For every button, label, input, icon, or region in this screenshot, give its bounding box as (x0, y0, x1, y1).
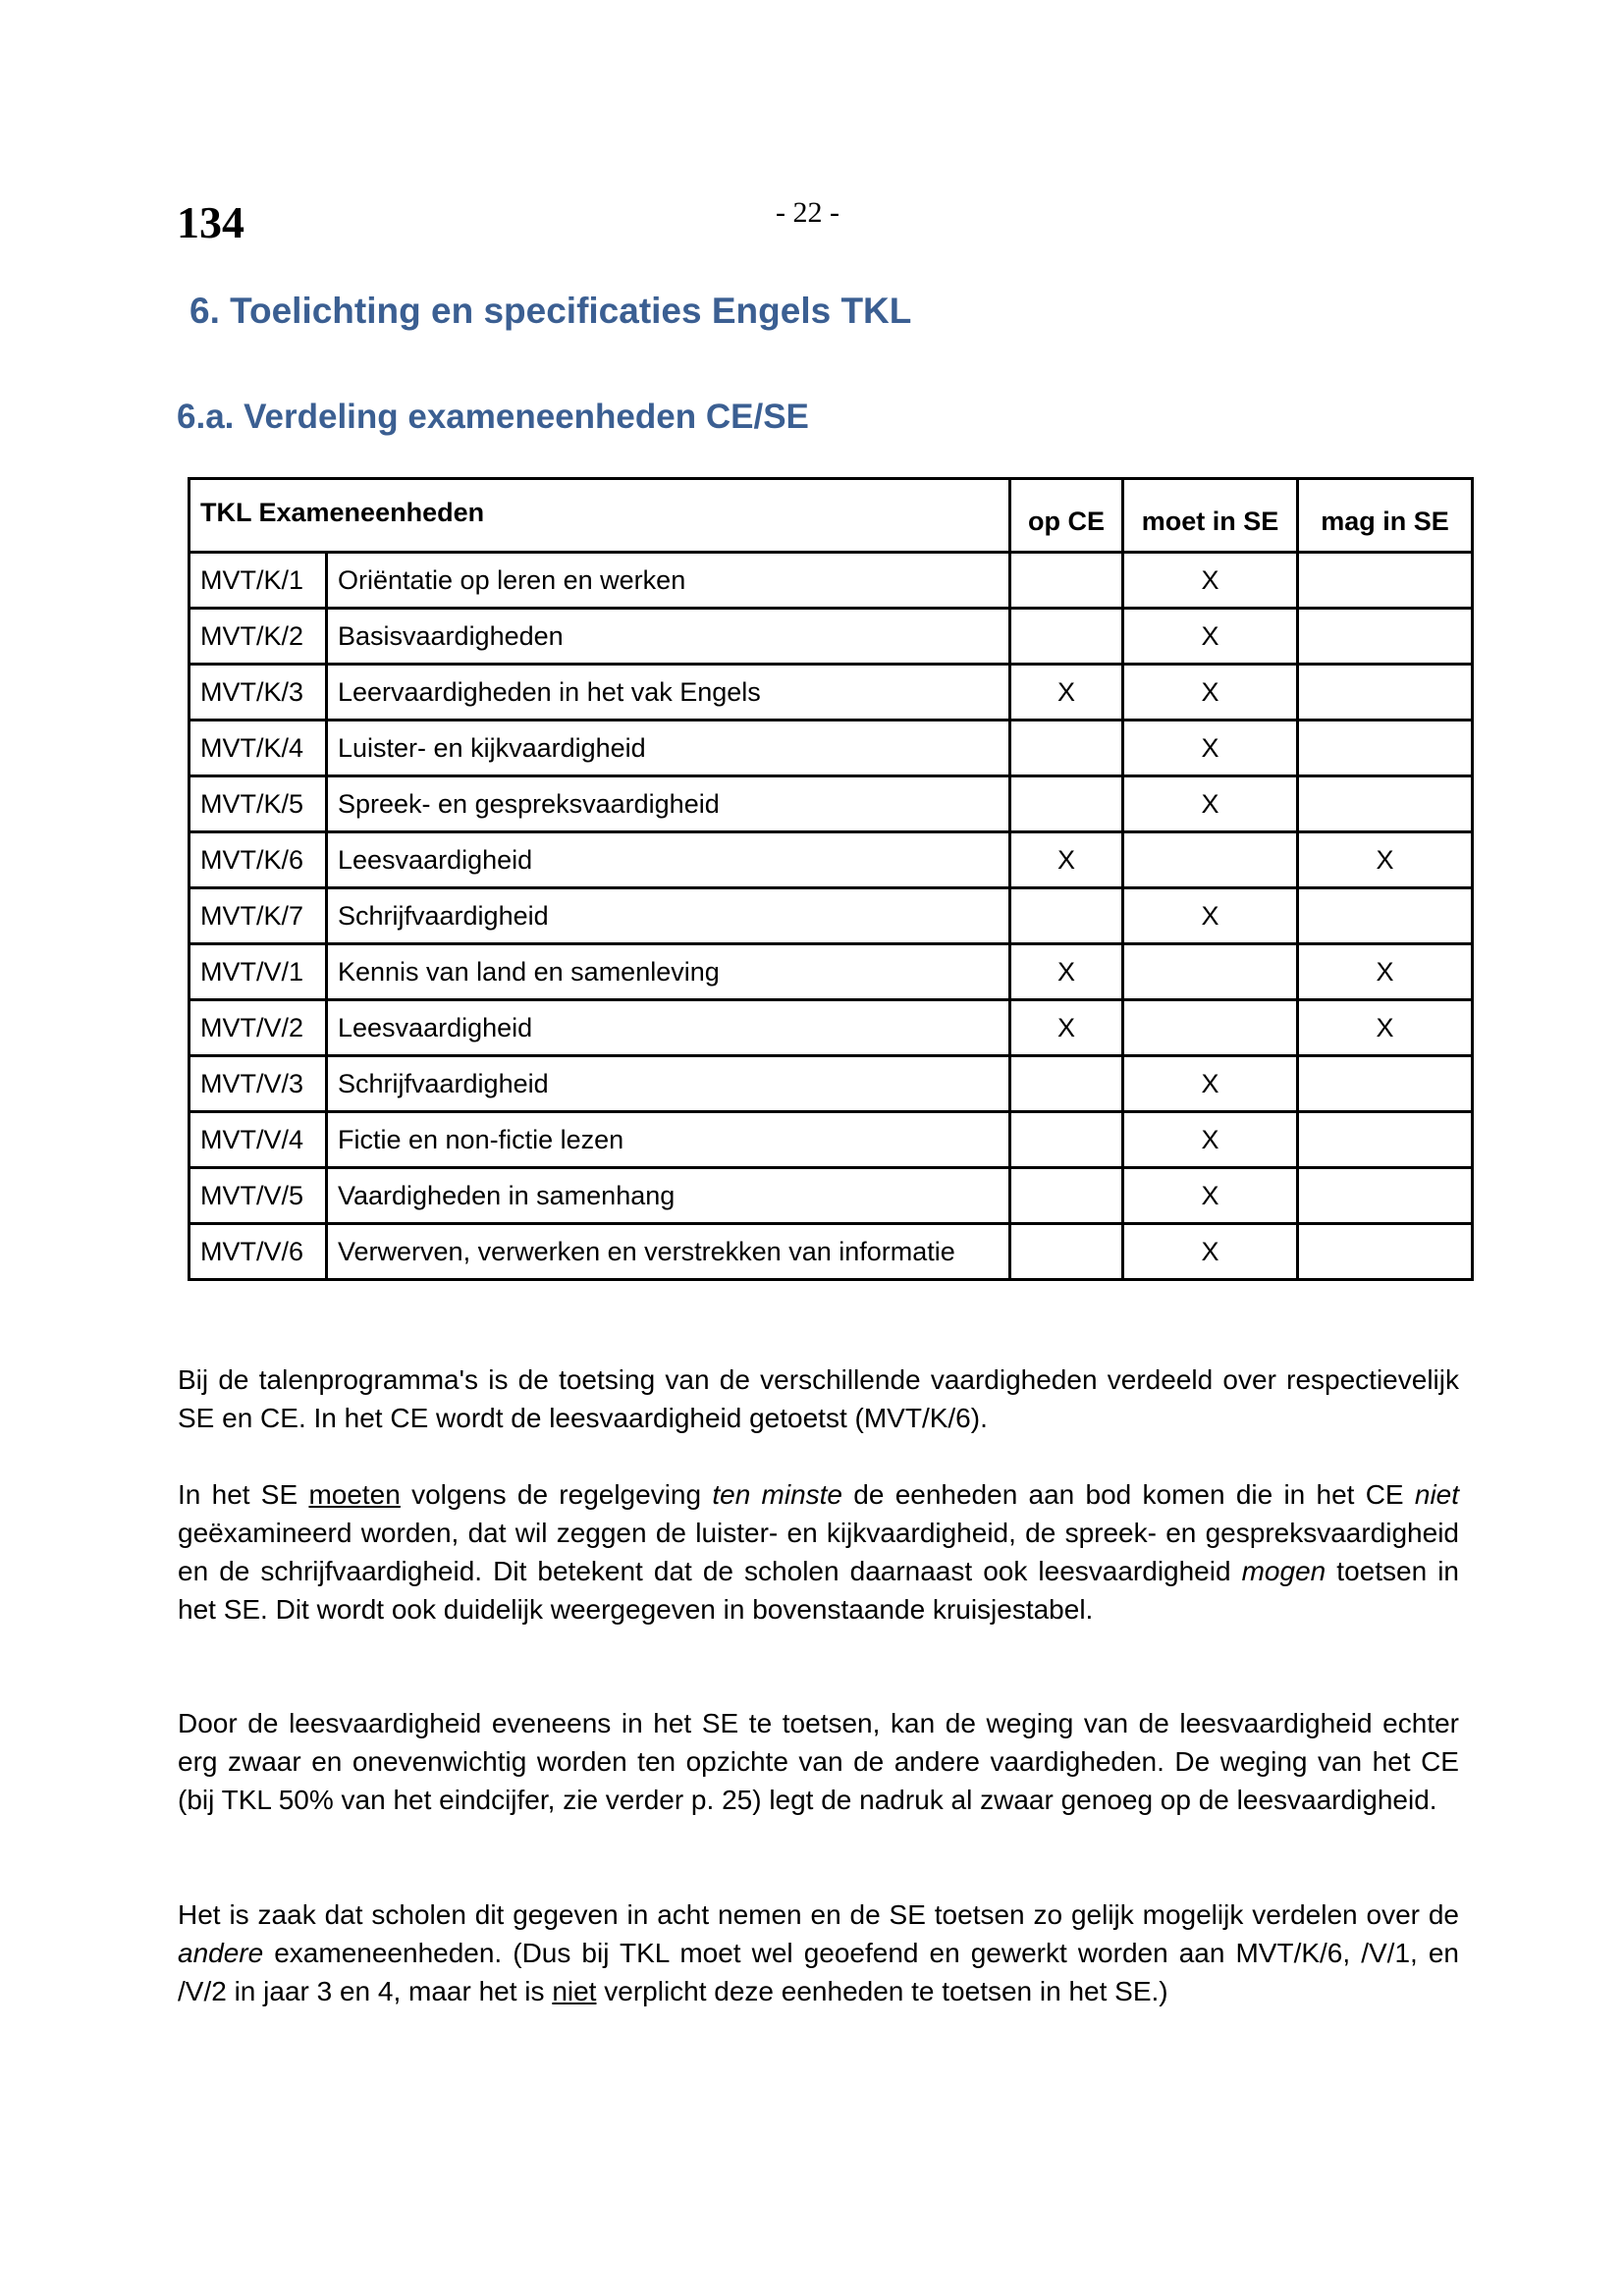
moet-in-se-mark: X (1123, 1168, 1298, 1224)
unit-name: Verwerven, verwerken en verstrekken van informatie (327, 1224, 1010, 1280)
text-run: volgens de regelgeving (400, 1479, 713, 1510)
mag-in-se-mark: X (1298, 1000, 1473, 1056)
unit-name: Fictie en non-fictie lezen (327, 1112, 1010, 1168)
mag-in-se-mark (1298, 721, 1473, 776)
moet-in-se-mark: X (1123, 1056, 1298, 1112)
unit-code: MVT/V/4 (189, 1112, 327, 1168)
mag-in-se-mark: X (1298, 944, 1473, 1000)
subsection-heading: 6.a. Verdeling exameneenheden CE/SE (177, 398, 809, 436)
header-op-ce: op CE (1010, 479, 1123, 553)
unit-name: Basisvaardigheden (327, 609, 1010, 665)
table-row (189, 665, 1473, 721)
moet-in-se-mark: X (1123, 888, 1298, 944)
unit-code: MVT/K/6 (189, 832, 327, 888)
op-ce-mark (1010, 553, 1123, 609)
table-row (189, 1224, 1473, 1280)
op-ce-mark (1010, 721, 1123, 776)
exam-units-table (188, 477, 1474, 1281)
op-ce-mark (1010, 1224, 1123, 1280)
unit-code: MVT/K/2 (189, 609, 327, 665)
paragraph-advice (178, 1896, 1459, 2010)
unit-code: MVT/K/4 (189, 721, 327, 776)
table-row (189, 609, 1473, 665)
unit-name: Kennis van land en samenleving (327, 944, 1010, 1000)
text-run: exameneenheden. (Dus bij TKL moet wel geoefend en gewerkt worden aan MVT/K/6, /V/1, en /V/2 in jaar 3 en 4, maar het is (178, 1938, 1459, 2006)
mag-in-se-mark (1298, 1112, 1473, 1168)
op-ce-mark: X (1010, 832, 1123, 888)
paragraph-testing-distribution: Bij de talenprogramma's is de toetsing van de verschillende vaardigheden verdeeld over respectievelijk SE en CE. In het CE wordt de leesvaardigheid getoetst (MVT/K/6). (178, 1364, 1459, 1433)
text-run: Het is zaak dat scholen dit gegeven in acht nemen en de SE toetsen zo gelijk mogelijk verdelen over de (178, 1899, 1459, 1930)
unit-name: Luister- en kijkvaardigheid (327, 721, 1010, 776)
op-ce-mark (1010, 1168, 1123, 1224)
unit-name: Schrijfvaardigheid (327, 1056, 1010, 1112)
op-ce-mark (1010, 776, 1123, 832)
op-ce-mark (1010, 888, 1123, 944)
moet-in-se-mark: X (1123, 721, 1298, 776)
table-row (189, 944, 1473, 1000)
unit-code: MVT/K/1 (189, 553, 327, 609)
unit-name: Leervaardigheden in het vak Engels (327, 665, 1010, 721)
text-run: de eenheden aan bod komen die in het CE (842, 1479, 1415, 1510)
text-run: toetsen in het SE. Dit wordt ook duidelijk weergegeven in bovenstaande kruisjestabel. (178, 1556, 1459, 1625)
mag-in-se-mark (1298, 888, 1473, 944)
unit-code: MVT/K/7 (189, 888, 327, 944)
table-row (189, 776, 1473, 832)
table-header-row (189, 479, 1473, 553)
table-row (189, 1056, 1473, 1112)
moet-in-se-mark: X (1123, 665, 1298, 721)
text-run: geëxamineerd worden, dat wil zeggen de luister- en kijkvaardigheid, de spreek- en gespreksvaardigheid en de schrijfvaardigheid. Dit betekent dat de scholen daarnaast ook leesvaardigheid (178, 1518, 1459, 1586)
table-row (189, 1168, 1473, 1224)
unit-name: Leesvaardigheid (327, 832, 1010, 888)
op-ce-mark: X (1010, 665, 1123, 721)
mag-in-se-mark (1298, 1224, 1473, 1280)
italic-ten-minste: ten minste (712, 1479, 843, 1510)
text-run: verplicht deze eenheden te toetsen in het SE.) (596, 1976, 1168, 2006)
section-heading: 6. Toelichting en specificaties Engels TKL (189, 291, 912, 331)
table-row (189, 553, 1473, 609)
mag-in-se-mark (1298, 553, 1473, 609)
mag-in-se-mark (1298, 1056, 1473, 1112)
document-page-number: 134 (177, 197, 244, 247)
moet-in-se-mark (1123, 944, 1298, 1000)
mag-in-se-mark (1298, 776, 1473, 832)
paragraph-weighting: Door de leesvaardigheid eveneens in het SE te toetsen, kan de weging van de leesvaardigheid echter erg zwaar en onevenwichtig worden ten opzichte van de andere vaardigheden. De weging van het CE (bij TKL 50% van het eindcijfer, zie verder p. 25) legt de nadruk al zwaar genoeg op de leesvaardigheid. (178, 1708, 1459, 1815)
unit-code: MVT/K/3 (189, 665, 327, 721)
table-row (189, 721, 1473, 776)
italic-mogen: mogen (1241, 1556, 1326, 1586)
moet-in-se-mark (1123, 832, 1298, 888)
unit-code: MVT/V/2 (189, 1000, 327, 1056)
unit-name: Spreek- en gespreksvaardigheid (327, 776, 1010, 832)
table-row (189, 888, 1473, 944)
mag-in-se-mark (1298, 665, 1473, 721)
mag-in-se-mark (1298, 609, 1473, 665)
unit-code: MVT/K/5 (189, 776, 327, 832)
header-mag-in-se: mag in SE (1298, 479, 1473, 553)
moet-in-se-mark: X (1123, 1112, 1298, 1168)
unit-code: MVT/V/1 (189, 944, 327, 1000)
unit-code: MVT/V/5 (189, 1168, 327, 1224)
table-row (189, 832, 1473, 888)
italic-andere: andere (178, 1938, 264, 1968)
text-run: In het SE (178, 1479, 309, 1510)
op-ce-mark (1010, 609, 1123, 665)
op-ce-mark: X (1010, 944, 1123, 1000)
op-ce-mark (1010, 1056, 1123, 1112)
op-ce-mark (1010, 1112, 1123, 1168)
unit-name: Leesvaardigheid (327, 1000, 1010, 1056)
unit-code: MVT/V/6 (189, 1224, 327, 1280)
moet-in-se-mark: X (1123, 609, 1298, 665)
moet-in-se-mark: X (1123, 1224, 1298, 1280)
header-moet-in-se: moet in SE (1123, 479, 1298, 553)
moet-in-se-mark: X (1123, 776, 1298, 832)
table-row (189, 1000, 1473, 1056)
page-marker: - 22 - (776, 196, 839, 229)
moet-in-se-mark: X (1123, 553, 1298, 609)
underlined-moeten: moeten (308, 1479, 401, 1510)
op-ce-mark: X (1010, 1000, 1123, 1056)
italic-niet: niet (1414, 1479, 1460, 1510)
mag-in-se-mark: X (1298, 832, 1473, 888)
paragraph-se-requirements (178, 1475, 1459, 1629)
header-exam-units: TKL Exameneenheden (189, 479, 1010, 553)
unit-name: Vaardigheden in samenhang (327, 1168, 1010, 1224)
unit-code: MVT/V/3 (189, 1056, 327, 1112)
unit-name: Oriëntatie op leren en werken (327, 553, 1010, 609)
unit-name: Schrijfvaardigheid (327, 888, 1010, 944)
table-row (189, 1112, 1473, 1168)
mag-in-se-mark (1298, 1168, 1473, 1224)
underlined-niet: niet (552, 1976, 597, 2006)
moet-in-se-mark (1123, 1000, 1298, 1056)
